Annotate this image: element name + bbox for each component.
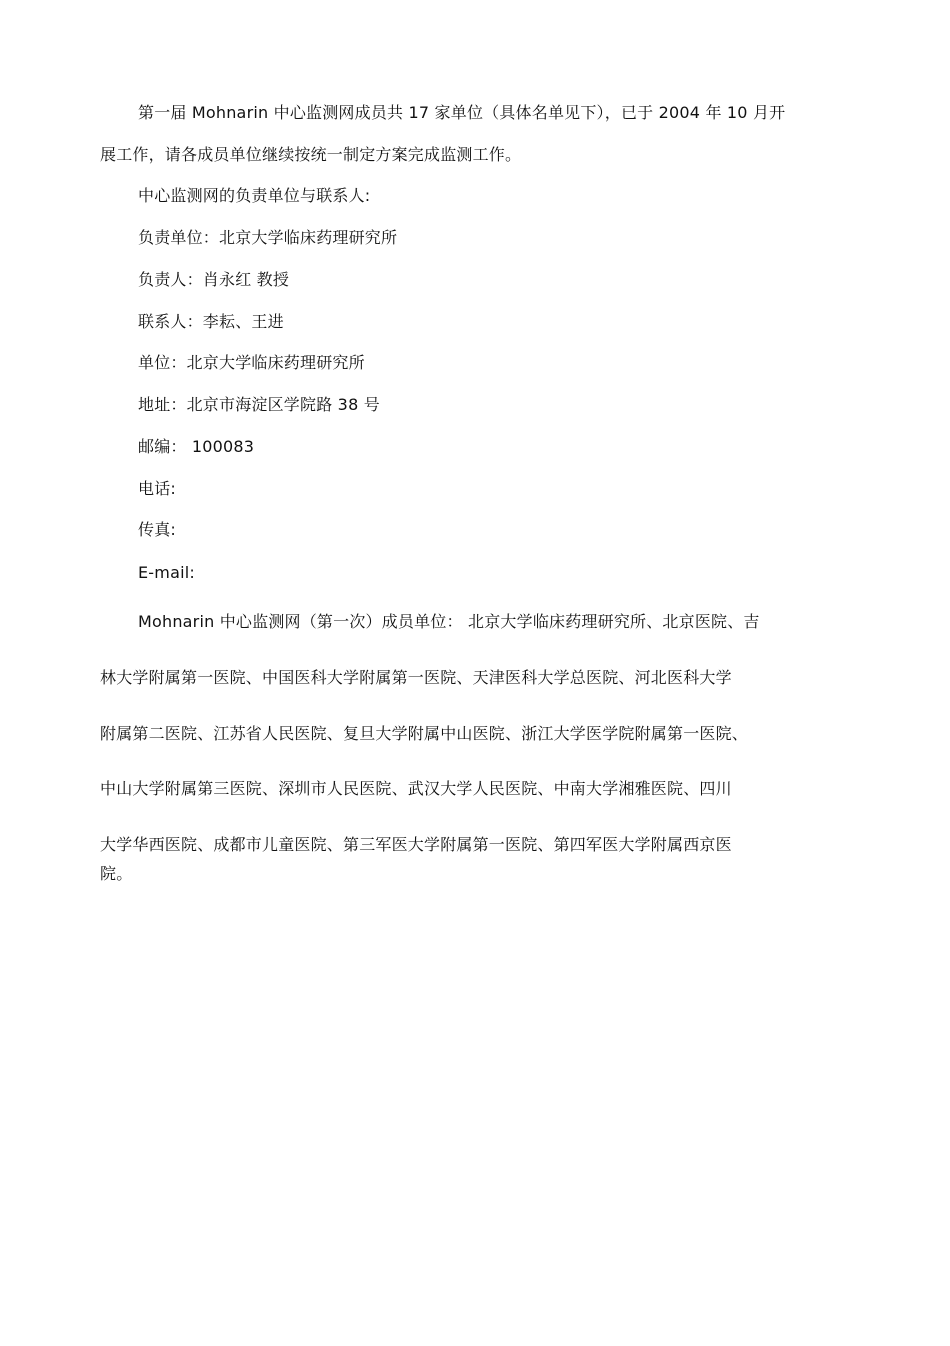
address: 地址：北京市海淀区学院路 38 号 xyxy=(138,395,380,414)
contact-persons: 联系人：李耘、王进 xyxy=(138,312,284,331)
intro-line-1: 第一届 Mohnarin 中心监测网成员共 17 家单位（具体名单见下），已于 2004 年 10 月开 xyxy=(138,103,786,122)
unit: 单位：北京大学临床药理研究所 xyxy=(138,353,365,372)
members-line-4: 中山大学附属第三医院、深圳市人民医院、武汉大学人民医院、中南大学湘雅医院、四川 xyxy=(100,779,732,798)
responsible-unit: 负责单位：北京大学临床药理研究所 xyxy=(138,228,398,247)
members-line-2: 林大学附属第一医院、中国医科大学附属第一医院、天津医科大学总医院、河北医科大学 xyxy=(100,668,732,687)
phone: 电话: xyxy=(138,479,176,498)
members-line-5: 大学华西医院、成都市儿童医院、第三军医大学附属第一医院、第四军医大学附属西京医 xyxy=(100,835,732,854)
members-line-3: 附属第二医院、江苏省人民医院、复旦大学附属中山医院、浙江大学医学院附属第一医院、 xyxy=(100,724,749,743)
contact-heading: 中心监测网的负责单位与联系人: xyxy=(138,186,371,205)
members-line-6: 院。 xyxy=(100,864,133,883)
responsible-person: 负责人：肖永红 教授 xyxy=(138,270,290,289)
members-line-1: Mohnarin 中心监测网（第一次）成员单位： 北京大学临床药理研究所、北京医院、吉 xyxy=(138,612,760,631)
fax: 传真: xyxy=(138,520,176,539)
intro-line-2: 展工作，请各成员单位继续按统一制定方案完成监测工作。 xyxy=(100,145,522,164)
email: E-mail: xyxy=(138,563,195,582)
postcode: 邮编： 100083 xyxy=(138,437,255,456)
